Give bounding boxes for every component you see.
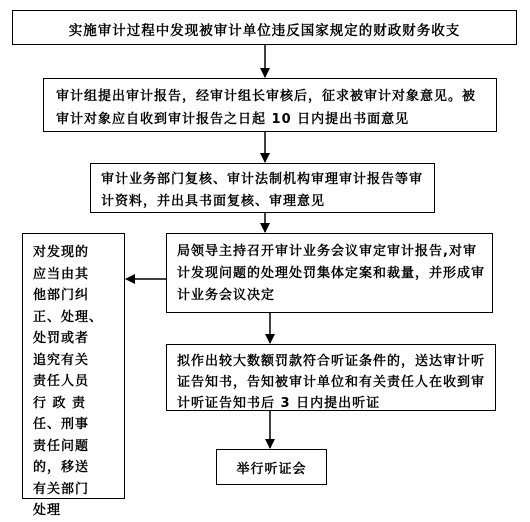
step-hearing-notice-text: 拟作出较大数额罚款符合听证条件的，送达审计听证告知书，告知被审计单位和有关责任人在收到审计听证告知书后 3 日内提出听证	[177, 354, 486, 411]
step-business-meeting-text: 局领导主持召开审计业务会议审定审计报告,对审计发现问题的处理处罚集体定案和裁量，并形成审计业务会议决定	[177, 244, 486, 303]
step-start-text: 实施审计过程中发现被审计单位违反国家规定的财政财务收支	[68, 23, 461, 39]
step-hearing-text: 举行听证会	[236, 462, 307, 477]
transfer-other-departments-text: 对发现的 应当由其 他部门纠 正、处理、 处罚或者 追究有关 责任人员 行 政 责 任、刑事 责任问题 的，移送 有关部门 处理	[33, 245, 104, 518]
step-review-text: 审计业务部门复核、审计法制机构审理审计报告等审计资料，并出具书面复核、审理意见	[101, 172, 424, 209]
step-audit-report-text: 审计组提出审计报告，经审计组长审核后，征求被审计对象意见。被审计对象应自收到审计报告之日起 10 日内提出书面意见	[56, 89, 477, 127]
